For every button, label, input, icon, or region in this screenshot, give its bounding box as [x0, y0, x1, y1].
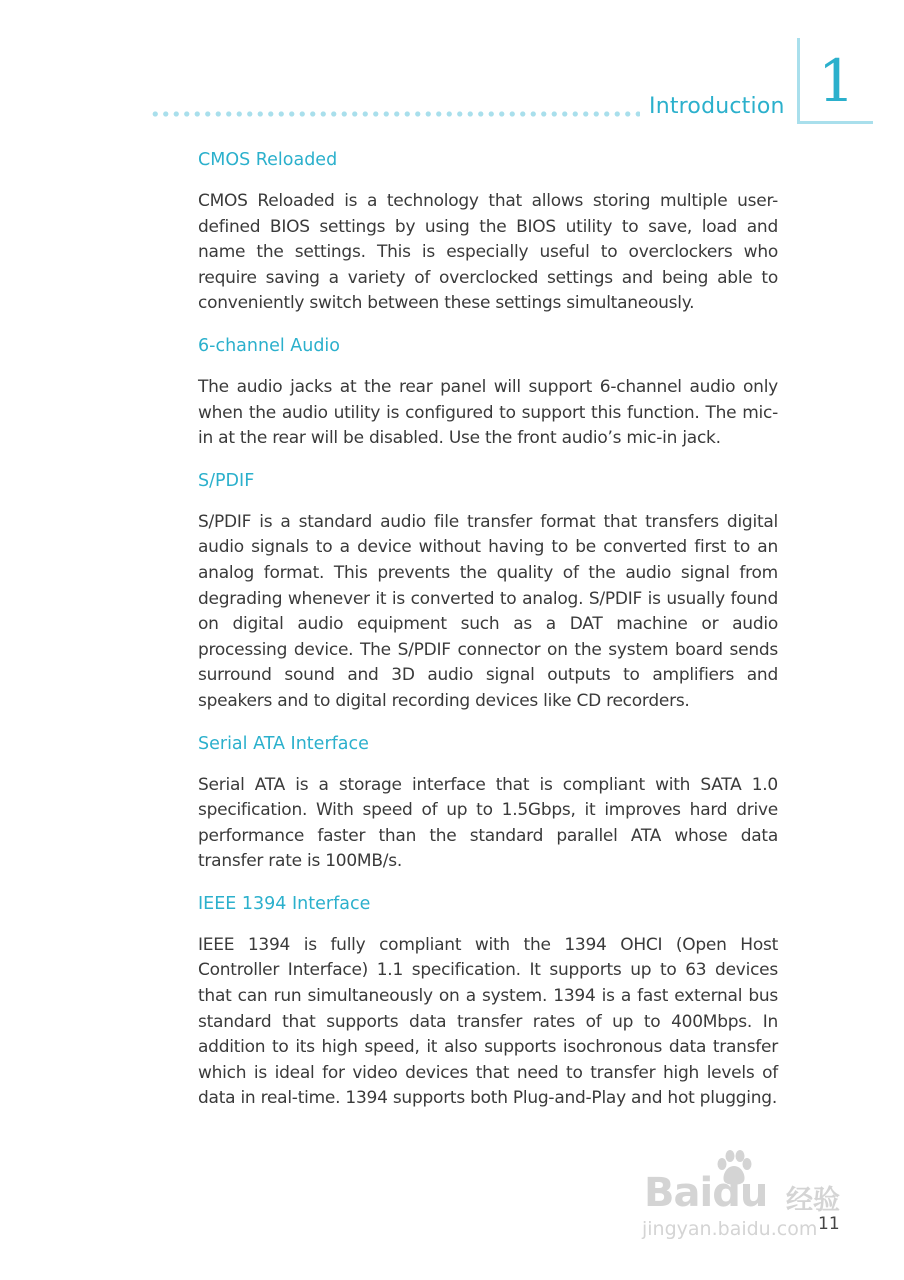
section-heading: S/PDIF	[198, 470, 255, 491]
section-cmos-reloaded	[198, 146, 778, 317]
section-heading: 6-channel Audio	[198, 335, 340, 356]
watermark-cn-text: 经验	[786, 1185, 840, 1216]
section-paragraph: The audio jacks at the rear panel will support 6-channel audio only when the audio utility is configured to support this function. The mic-in at the rear will be disabled. Use the front audio’s mic-in jack.	[198, 376, 778, 449]
section-paragraph: Serial ATA is a storage interface that is compliant with SATA 1.0 specification. With speed of up to 1.5Gbps, it improves hard drive performance faster than the standard parallel ATA whose data transfer rate is 100MB/s.	[198, 774, 778, 872]
section-6-channel-audio	[198, 332, 778, 452]
section-paragraph: CMOS Reloaded is a technology that allows storing multiple user-defined BIOS settings by using the BIOS utility to save, load and name the settings. This is especially useful to overclockers who require saving a variety of overclocked settings and being able to conveniently switch between these settings simultaneously.	[198, 191, 778, 314]
page-content	[198, 146, 778, 1127]
section-heading: CMOS Reloaded	[198, 150, 338, 170]
section-heading: IEEE 1394 Interface	[198, 893, 371, 914]
section-heading: Serial ATA Interface	[198, 733, 369, 754]
section-title: Introduction	[649, 94, 785, 119]
chapter-number: 1	[818, 47, 855, 115]
section-paragraph: S/PDIF is a standard audio file transfer format that transfers digital audio signals to a device without having to be converted first to an analog format. This prevents the quality of the audio signal from degrading whenever it is converted to analog. S/PDIF is usually found on digital audio equipment such as a DAT machine or audio processing device. The S/PDIF connector on the system board sends surround sound and 3D audio signal outputs to amplifiers and speakers and to digital recording devices like CD recorders.	[198, 511, 778, 711]
section-spdif	[198, 467, 778, 715]
watermark-url: jingyan.baidu.com	[642, 1218, 818, 1240]
section-ieee-1394	[198, 890, 778, 1112]
section-paragraph: IEEE 1394 is fully compliant with the 1394 OHCI (Open Host Controller Interface) 1.1 specification. It supports up to 63 devices that can run simultaneously on a system. 1394 is a fast external bus standard that supports data transfer rates of up to 400Mbps. In addition to its high speed, it also supports isochronous data transfer which is ideal for video devices that need to transfer high levels of data in real-time. 1394 supports both Plug-and-Play and hot plugging.	[198, 934, 778, 1109]
page-number: 11	[818, 1214, 840, 1234]
header-dotted-rule	[150, 110, 640, 118]
section-serial-ata	[198, 730, 778, 875]
watermark-brand: Baidu	[644, 1170, 768, 1216]
